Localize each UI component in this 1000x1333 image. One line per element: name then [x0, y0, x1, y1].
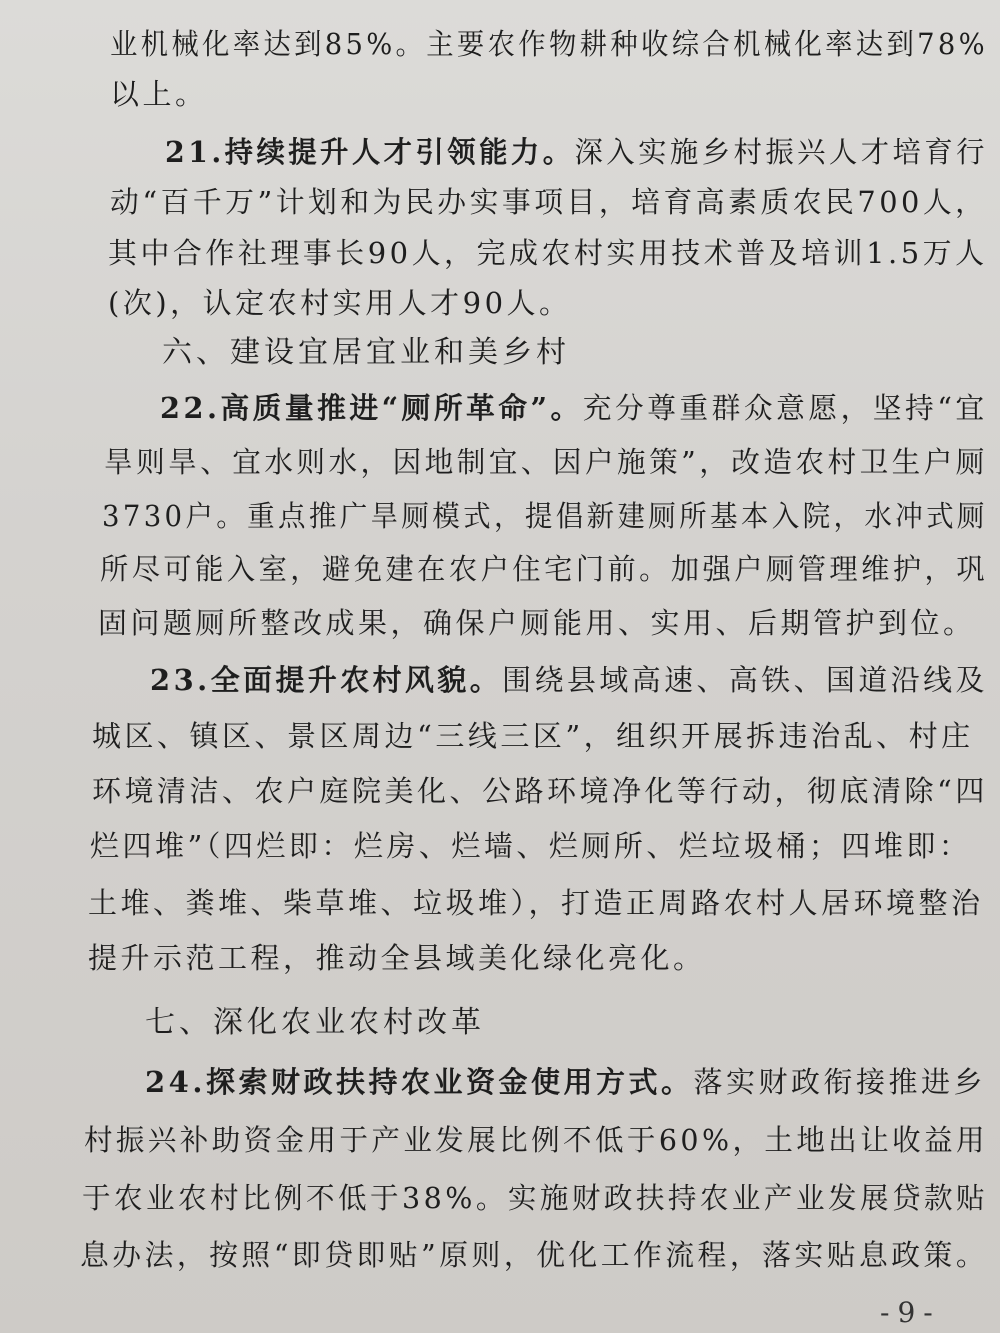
body-line: 其中合作社理事长90人，完成农村实用技术普及培训1.5万人	[108, 236, 988, 270]
page-number: -9-	[880, 1296, 941, 1329]
body-line: 环境清洁、农户庭院美化、公路环境净化等行动，彻底清除“四	[92, 774, 988, 808]
body-line: 城区、镇区、景区周边“三线三区”，组织开展拆违治乱、村庄	[92, 719, 974, 753]
section-heading-six: 六、建设宜居宜业和美乡村	[162, 335, 570, 370]
item-24-title: 24.探索财政扶持农业资金使用方式。	[145, 1065, 694, 1099]
body-line: 固问题厕所整改成果，确保户厕能用、实用、后期管护到位。	[98, 606, 976, 640]
body-line: 提升示范工程，推动全县域美化绿化亮化。	[88, 941, 706, 975]
item-22-first-line: 22.高质量推进“厕所革命”。充分尊重群众意愿，坚持“宜	[160, 391, 988, 425]
item-23-first-line: 23.全面提升农村风貌。围绕县域高速、高铁、国道沿线及	[150, 663, 988, 697]
item-22-title: 22.高质量推进“厕所革命”。	[160, 391, 583, 425]
body-line: 旱则旱、宜水则水，因地制宜、因户施策”，改造农村卫生户厕	[104, 445, 988, 479]
body-line: 村振兴补助资金用于产业发展比例不低于60%，土地出让收益用	[84, 1123, 988, 1157]
item-21-title: 21.持续提升人才引领能力。	[165, 135, 575, 169]
body-line: 所尽可能入室，避免建在农户住宅门前。加强户厕管理维护，巩	[100, 552, 988, 586]
body-line: 土堆、粪堆、柴草堆、垃圾堆），打造正周路农村人居环境整治	[88, 886, 984, 920]
body-line: 烂四堆”（四烂即：烂房、烂墙、烂厕所、烂垃圾桶；四堆即：	[90, 829, 972, 863]
body-line: (次)，认定农村实用人才90人。	[108, 286, 572, 320]
item-24-first-line: 24.探索财政扶持农业资金使用方式。落实财政衔接推进乡	[145, 1065, 986, 1099]
body-line: 于农业农村比例不低于38%。实施财政扶持农业产业发展贷款贴	[82, 1181, 988, 1215]
section-heading-seven: 七、深化农业农村改革	[145, 1005, 485, 1040]
body-line: 业机械化率达到85%。主要农作物耕种收综合机械化率达到78%	[110, 27, 988, 61]
body-line: 息办法，按照“即贷即贴”原则，优化工作流程，落实贴息政策。	[80, 1238, 989, 1272]
body-line: 以上。	[110, 77, 208, 111]
item-21-first-line: 21.持续提升人才引领能力。深入实施乡村振兴人才培育行	[165, 135, 988, 169]
body-line: 3730户。重点推广旱厕模式，提倡新建厕所基本入院，水冲式厕	[102, 499, 988, 533]
item-23-title: 23.全面提升农村风貌。	[150, 663, 503, 697]
body-line: 动“百千万”计划和为民办实事项目，培育高素质农民700人，	[110, 185, 988, 219]
